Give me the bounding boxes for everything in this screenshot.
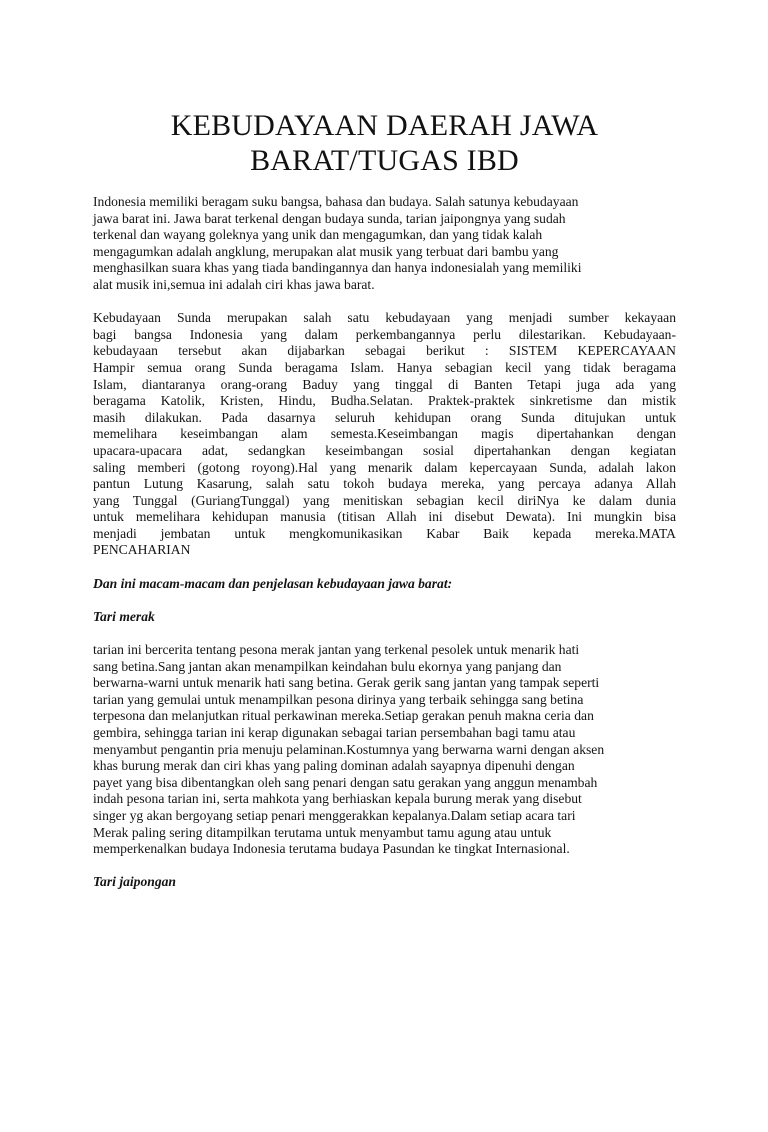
- text-line: untuk memelihara kehidupan manusia (titisan Allah ini disebut Dewata). Ini mungkin bisa: [93, 509, 676, 525]
- document-title: [93, 108, 676, 178]
- text-line: saling memberi (gotong royong).Hal yang menarik dalam kepercayaan Sunda, adalah lakon: [93, 459, 676, 475]
- text-line: khas burung merak dan ciri khas yang paling dominan adalah sayapnya dipenuhi dengan: [93, 758, 575, 774]
- text-line: menyambut pengantin pria menuju pelaminan.Kostumnya yang berwarna warni dengan aksen: [93, 741, 605, 757]
- text-line: yang Tunggal (GuriangTunggal) yang menitiskan sebagian kecil diriNya ke dalam dunia: [93, 492, 676, 508]
- text-line: tarian yang gemulai untuk menampilkan pesona dirinya yang terbaik sehingga sang betina: [93, 691, 584, 707]
- text-line: memelihara keseimbangan alam semesta.Keseimbangan magis dipertahankan dengan: [93, 426, 676, 442]
- text-line: beragama Katolik, Kristen, Hindu, Budha.Selatan. Praktek-praktek sinkretisme dan mistik: [93, 393, 676, 409]
- paragraph-intro: [93, 194, 676, 294]
- text-line: terpesona dan melanjutkan ritual perkawinan mereka.Setiap gerakan penuh makna ceria dan: [93, 708, 594, 724]
- text-line: PENCAHARIAN: [93, 542, 191, 558]
- title-line-1: KEBUDAYAAN DAERAH JAWA: [170, 109, 599, 142]
- text-line: bagi bangsa Indonesia yang dalam perkembangannya perlu dilestarikan. Kebudayaan-: [93, 326, 676, 342]
- text-line: memperkenalkan budaya Indonesia terutama budaya Pasundan ke tingkat Internasional.: [93, 841, 570, 857]
- text-line: berwarna-warni untuk menarik hati sang betina. Gerak gerik sang jantan yang tampak seperti: [93, 675, 600, 691]
- text-line: menghasilkan suara khas yang tiada bandingannya dan hanya indonesialah yang memiliki: [93, 260, 582, 276]
- text-line: pantun Lutung Kasarung, salah satu tokoh budaya mereka, yang percaya adanya Allah: [93, 476, 676, 492]
- text-line: tarian ini bercerita tentang pesona merak jantan yang terkenal pesolek untuk menarik hati: [93, 642, 580, 658]
- text-line: singer yg akan bergoyang setiap penari menggerakkan kepalanya.Dalam setiap acara tari: [93, 807, 576, 823]
- text-line: Hampir semua orang Sunda beragama Islam. Hanya sebagian kecil yang tidak beragama: [93, 359, 676, 375]
- text-line: Islam, diantaranya orang-orang Baduy yang tinggal di Banten Tetapi juga ada yang: [93, 376, 676, 392]
- text-line: Indonesia memiliki beragam suku bangsa, bahasa dan budaya. Salah satunya kebudayaan: [93, 194, 579, 209]
- text-line: alat musik ini,semua ini adalah ciri khas jawa barat.: [93, 276, 375, 292]
- text-line: payet yang bisa dibentangkan oleh sang penari dengan satu gerakan yang anggun menambah: [93, 774, 598, 790]
- paragraph-kebudayaan-sunda: [93, 310, 676, 559]
- text-line: upacara-upacara adat, sedangkan keseimbangan sosial dipertahankan dengan kegiatan: [93, 442, 676, 458]
- title-line-2: BARAT/TUGAS IBD: [250, 144, 519, 177]
- text-line: kebudayaan tersebut akan dijabarkan sebagai berikut : SISTEM KEPERCAYAAN: [93, 343, 676, 359]
- text-line: Merak paling sering ditampilkan terutama untuk menyambut tamu agung atau untuk: [93, 824, 552, 840]
- text-line: gembira, sehingga tarian ini kerap digunakan sebagai tarian persembahan bagi tamu atau: [93, 725, 576, 740]
- section-heading-tari-jaipongan: Tari jaipongan: [93, 874, 176, 890]
- text-line: indah pesona tarian ini, serta mahkota yang berhiaskan kepala burung merak yang disebut: [93, 791, 582, 807]
- text-line: mengagumkan adalah angklung, merupakan alat musik yang terbuat dari bambu yang: [93, 243, 559, 259]
- text-line: terkenal dan wayang goleknya yang unik dan mengagumkan, dan yang tidak kalah: [93, 227, 543, 243]
- document-page: [0, 108, 768, 1132]
- text-line: sang betina.Sang jantan akan menampilkan keindahan bulu ekornya yang panjang dan: [93, 658, 562, 674]
- text-line: Kebudayaan Sunda merupakan salah satu kebudayaan yang menjadi sumber kekayaan: [93, 310, 676, 326]
- section-heading-tari-merak: Tari merak: [93, 608, 155, 624]
- text-line: menjadi jembatan untuk mengkomunikasikan Kabar Baik kepada mereka.MATA: [93, 525, 676, 541]
- section-intro-heading: Dan ini macam-macam dan penjelasan kebudayaan jawa barat:: [93, 575, 453, 591]
- text-line: masih dilakukan. Pada dasarnya seluruh kehidupan orang Sunda ditujukan untuk: [93, 409, 676, 425]
- text-line: jawa barat ini. Jawa barat terkenal dengan budaya sunda, tarian jaipongnya yang sudah: [93, 210, 566, 226]
- document-body: [93, 194, 676, 891]
- paragraph-tari-merak: [93, 642, 676, 858]
